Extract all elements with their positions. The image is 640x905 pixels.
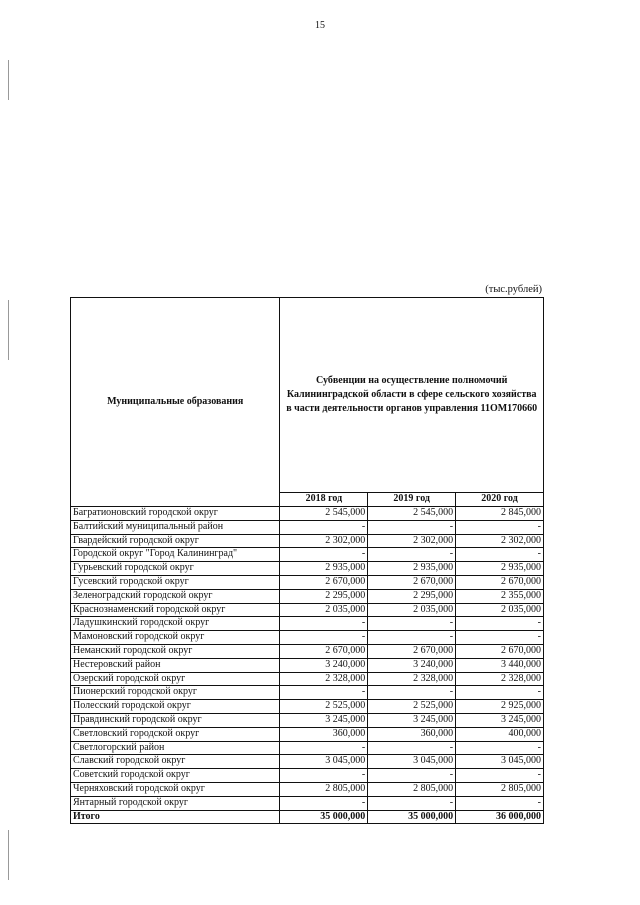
total-row bbox=[71, 810, 544, 824]
units-label: (тыс.рублей) bbox=[485, 284, 542, 295]
value-2019: - bbox=[368, 686, 456, 700]
value-2018: - bbox=[280, 796, 368, 810]
value-2018: - bbox=[280, 741, 368, 755]
table-row bbox=[71, 727, 544, 741]
table-row bbox=[71, 755, 544, 769]
municipality-name: Мамоновский городской округ bbox=[71, 631, 280, 645]
table-row bbox=[71, 782, 544, 796]
value-2019: 360,000 bbox=[368, 727, 456, 741]
value-2020: - bbox=[456, 686, 544, 700]
table-row bbox=[71, 686, 544, 700]
value-2020: 2 670,000 bbox=[456, 644, 544, 658]
margin-mark bbox=[8, 300, 9, 360]
municipality-name: Балтийский муниципальный район bbox=[71, 520, 280, 534]
value-2018: - bbox=[280, 769, 368, 783]
table-row bbox=[71, 534, 544, 548]
value-2020: 2 845,000 bbox=[456, 507, 544, 521]
municipality-name: Советский городской округ bbox=[71, 769, 280, 783]
municipality-name: Багратионовский городской округ bbox=[71, 507, 280, 521]
total-2020: 36 000,000 bbox=[456, 810, 544, 824]
header-municipality: Муниципальные образования bbox=[71, 298, 280, 507]
value-2020: - bbox=[456, 617, 544, 631]
value-2020: 2 328,000 bbox=[456, 672, 544, 686]
municipality-name: Неманский городской округ bbox=[71, 644, 280, 658]
value-2019: 2 935,000 bbox=[368, 562, 456, 576]
value-2020: 2 670,000 bbox=[456, 575, 544, 589]
header-year-2018: 2018 год bbox=[280, 493, 368, 507]
margin-mark bbox=[8, 60, 9, 100]
value-2019: - bbox=[368, 631, 456, 645]
value-2018: - bbox=[280, 686, 368, 700]
municipality-name: Городской округ "Город Калининград" bbox=[71, 548, 280, 562]
municipality-name: Пионерский городской округ bbox=[71, 686, 280, 700]
municipality-name: Краснознаменский городской округ bbox=[71, 603, 280, 617]
value-2020: - bbox=[456, 769, 544, 783]
value-2019: 2 670,000 bbox=[368, 644, 456, 658]
table-row bbox=[71, 520, 544, 534]
value-2019: 2 525,000 bbox=[368, 700, 456, 714]
municipality-name: Светловский городской округ bbox=[71, 727, 280, 741]
municipality-name: Полесский городской округ bbox=[71, 700, 280, 714]
table-row bbox=[71, 548, 544, 562]
municipality-name: Гурьевский городской округ bbox=[71, 562, 280, 576]
value-2019: - bbox=[368, 769, 456, 783]
table-row bbox=[71, 713, 544, 727]
table-row bbox=[71, 589, 544, 603]
margin-mark bbox=[8, 830, 9, 880]
value-2020: 2 035,000 bbox=[456, 603, 544, 617]
value-2020: 2 935,000 bbox=[456, 562, 544, 576]
value-2019: 3 240,000 bbox=[368, 658, 456, 672]
table-row bbox=[71, 507, 544, 521]
value-2018: - bbox=[280, 548, 368, 562]
municipality-name: Светлогорский район bbox=[71, 741, 280, 755]
value-2020: - bbox=[456, 631, 544, 645]
value-2018: - bbox=[280, 617, 368, 631]
value-2018: - bbox=[280, 520, 368, 534]
value-2018: 2 328,000 bbox=[280, 672, 368, 686]
value-2019: - bbox=[368, 548, 456, 562]
value-2018: 2 302,000 bbox=[280, 534, 368, 548]
header-subsidy: Субвенции на осуществление полномочий Калининградской области в сфере сельского хозяйства в части деятельности органов управления 11ОМ170660 bbox=[280, 298, 544, 493]
value-2018: 2 035,000 bbox=[280, 603, 368, 617]
value-2018: 2 545,000 bbox=[280, 507, 368, 521]
total-2018: 35 000,000 bbox=[280, 810, 368, 824]
value-2018: 2 295,000 bbox=[280, 589, 368, 603]
table-row bbox=[71, 796, 544, 810]
table-row bbox=[71, 617, 544, 631]
value-2020: 3 440,000 bbox=[456, 658, 544, 672]
value-2018: 2 805,000 bbox=[280, 782, 368, 796]
value-2020: - bbox=[456, 796, 544, 810]
table-row bbox=[71, 644, 544, 658]
municipality-name: Нестеровский район bbox=[71, 658, 280, 672]
table-row bbox=[71, 631, 544, 645]
value-2019: 2 295,000 bbox=[368, 589, 456, 603]
value-2019: 2 805,000 bbox=[368, 782, 456, 796]
value-2020: 3 045,000 bbox=[456, 755, 544, 769]
table-row bbox=[71, 700, 544, 714]
page-number: 15 bbox=[315, 20, 325, 31]
table-row bbox=[71, 672, 544, 686]
subsidy-table bbox=[70, 297, 544, 824]
total-label: Итого bbox=[71, 810, 280, 824]
municipality-name: Ладушкинский городской округ bbox=[71, 617, 280, 631]
table-row bbox=[71, 575, 544, 589]
municipality-name: Озерский городской округ bbox=[71, 672, 280, 686]
value-2020: 2 302,000 bbox=[456, 534, 544, 548]
municipality-name: Гвардейский городской округ bbox=[71, 534, 280, 548]
value-2018: 2 525,000 bbox=[280, 700, 368, 714]
table-row bbox=[71, 562, 544, 576]
value-2019: 2 670,000 bbox=[368, 575, 456, 589]
value-2018: - bbox=[280, 631, 368, 645]
total-2019: 35 000,000 bbox=[368, 810, 456, 824]
value-2018: 2 670,000 bbox=[280, 644, 368, 658]
value-2019: - bbox=[368, 741, 456, 755]
table-row bbox=[71, 769, 544, 783]
municipality-name: Черняховский городской округ bbox=[71, 782, 280, 796]
value-2019: 2 545,000 bbox=[368, 507, 456, 521]
value-2020: 2 355,000 bbox=[456, 589, 544, 603]
header-year-2020: 2020 год bbox=[456, 493, 544, 507]
value-2019: 2 302,000 bbox=[368, 534, 456, 548]
value-2019: 2 328,000 bbox=[368, 672, 456, 686]
municipality-name: Славский городской округ bbox=[71, 755, 280, 769]
table-row bbox=[71, 658, 544, 672]
value-2020: 400,000 bbox=[456, 727, 544, 741]
value-2018: 2 670,000 bbox=[280, 575, 368, 589]
municipality-name: Гусевский городской округ bbox=[71, 575, 280, 589]
municipality-name: Правдинский городской округ bbox=[71, 713, 280, 727]
value-2020: - bbox=[456, 520, 544, 534]
value-2020: 2 925,000 bbox=[456, 700, 544, 714]
value-2018: 2 935,000 bbox=[280, 562, 368, 576]
value-2019: - bbox=[368, 796, 456, 810]
value-2020: 2 805,000 bbox=[456, 782, 544, 796]
value-2020: - bbox=[456, 548, 544, 562]
value-2020: - bbox=[456, 741, 544, 755]
value-2018: 3 240,000 bbox=[280, 658, 368, 672]
value-2020: 3 245,000 bbox=[456, 713, 544, 727]
value-2019: 2 035,000 bbox=[368, 603, 456, 617]
value-2019: 3 045,000 bbox=[368, 755, 456, 769]
table-row bbox=[71, 603, 544, 617]
value-2019: - bbox=[368, 520, 456, 534]
value-2019: - bbox=[368, 617, 456, 631]
table-row bbox=[71, 741, 544, 755]
value-2018: 3 245,000 bbox=[280, 713, 368, 727]
value-2018: 3 045,000 bbox=[280, 755, 368, 769]
table-body bbox=[71, 507, 544, 811]
value-2018: 360,000 bbox=[280, 727, 368, 741]
value-2019: 3 245,000 bbox=[368, 713, 456, 727]
header-year-2019: 2019 год bbox=[368, 493, 456, 507]
municipality-name: Янтарный городской округ bbox=[71, 796, 280, 810]
municipality-name: Зеленоградский городской округ bbox=[71, 589, 280, 603]
